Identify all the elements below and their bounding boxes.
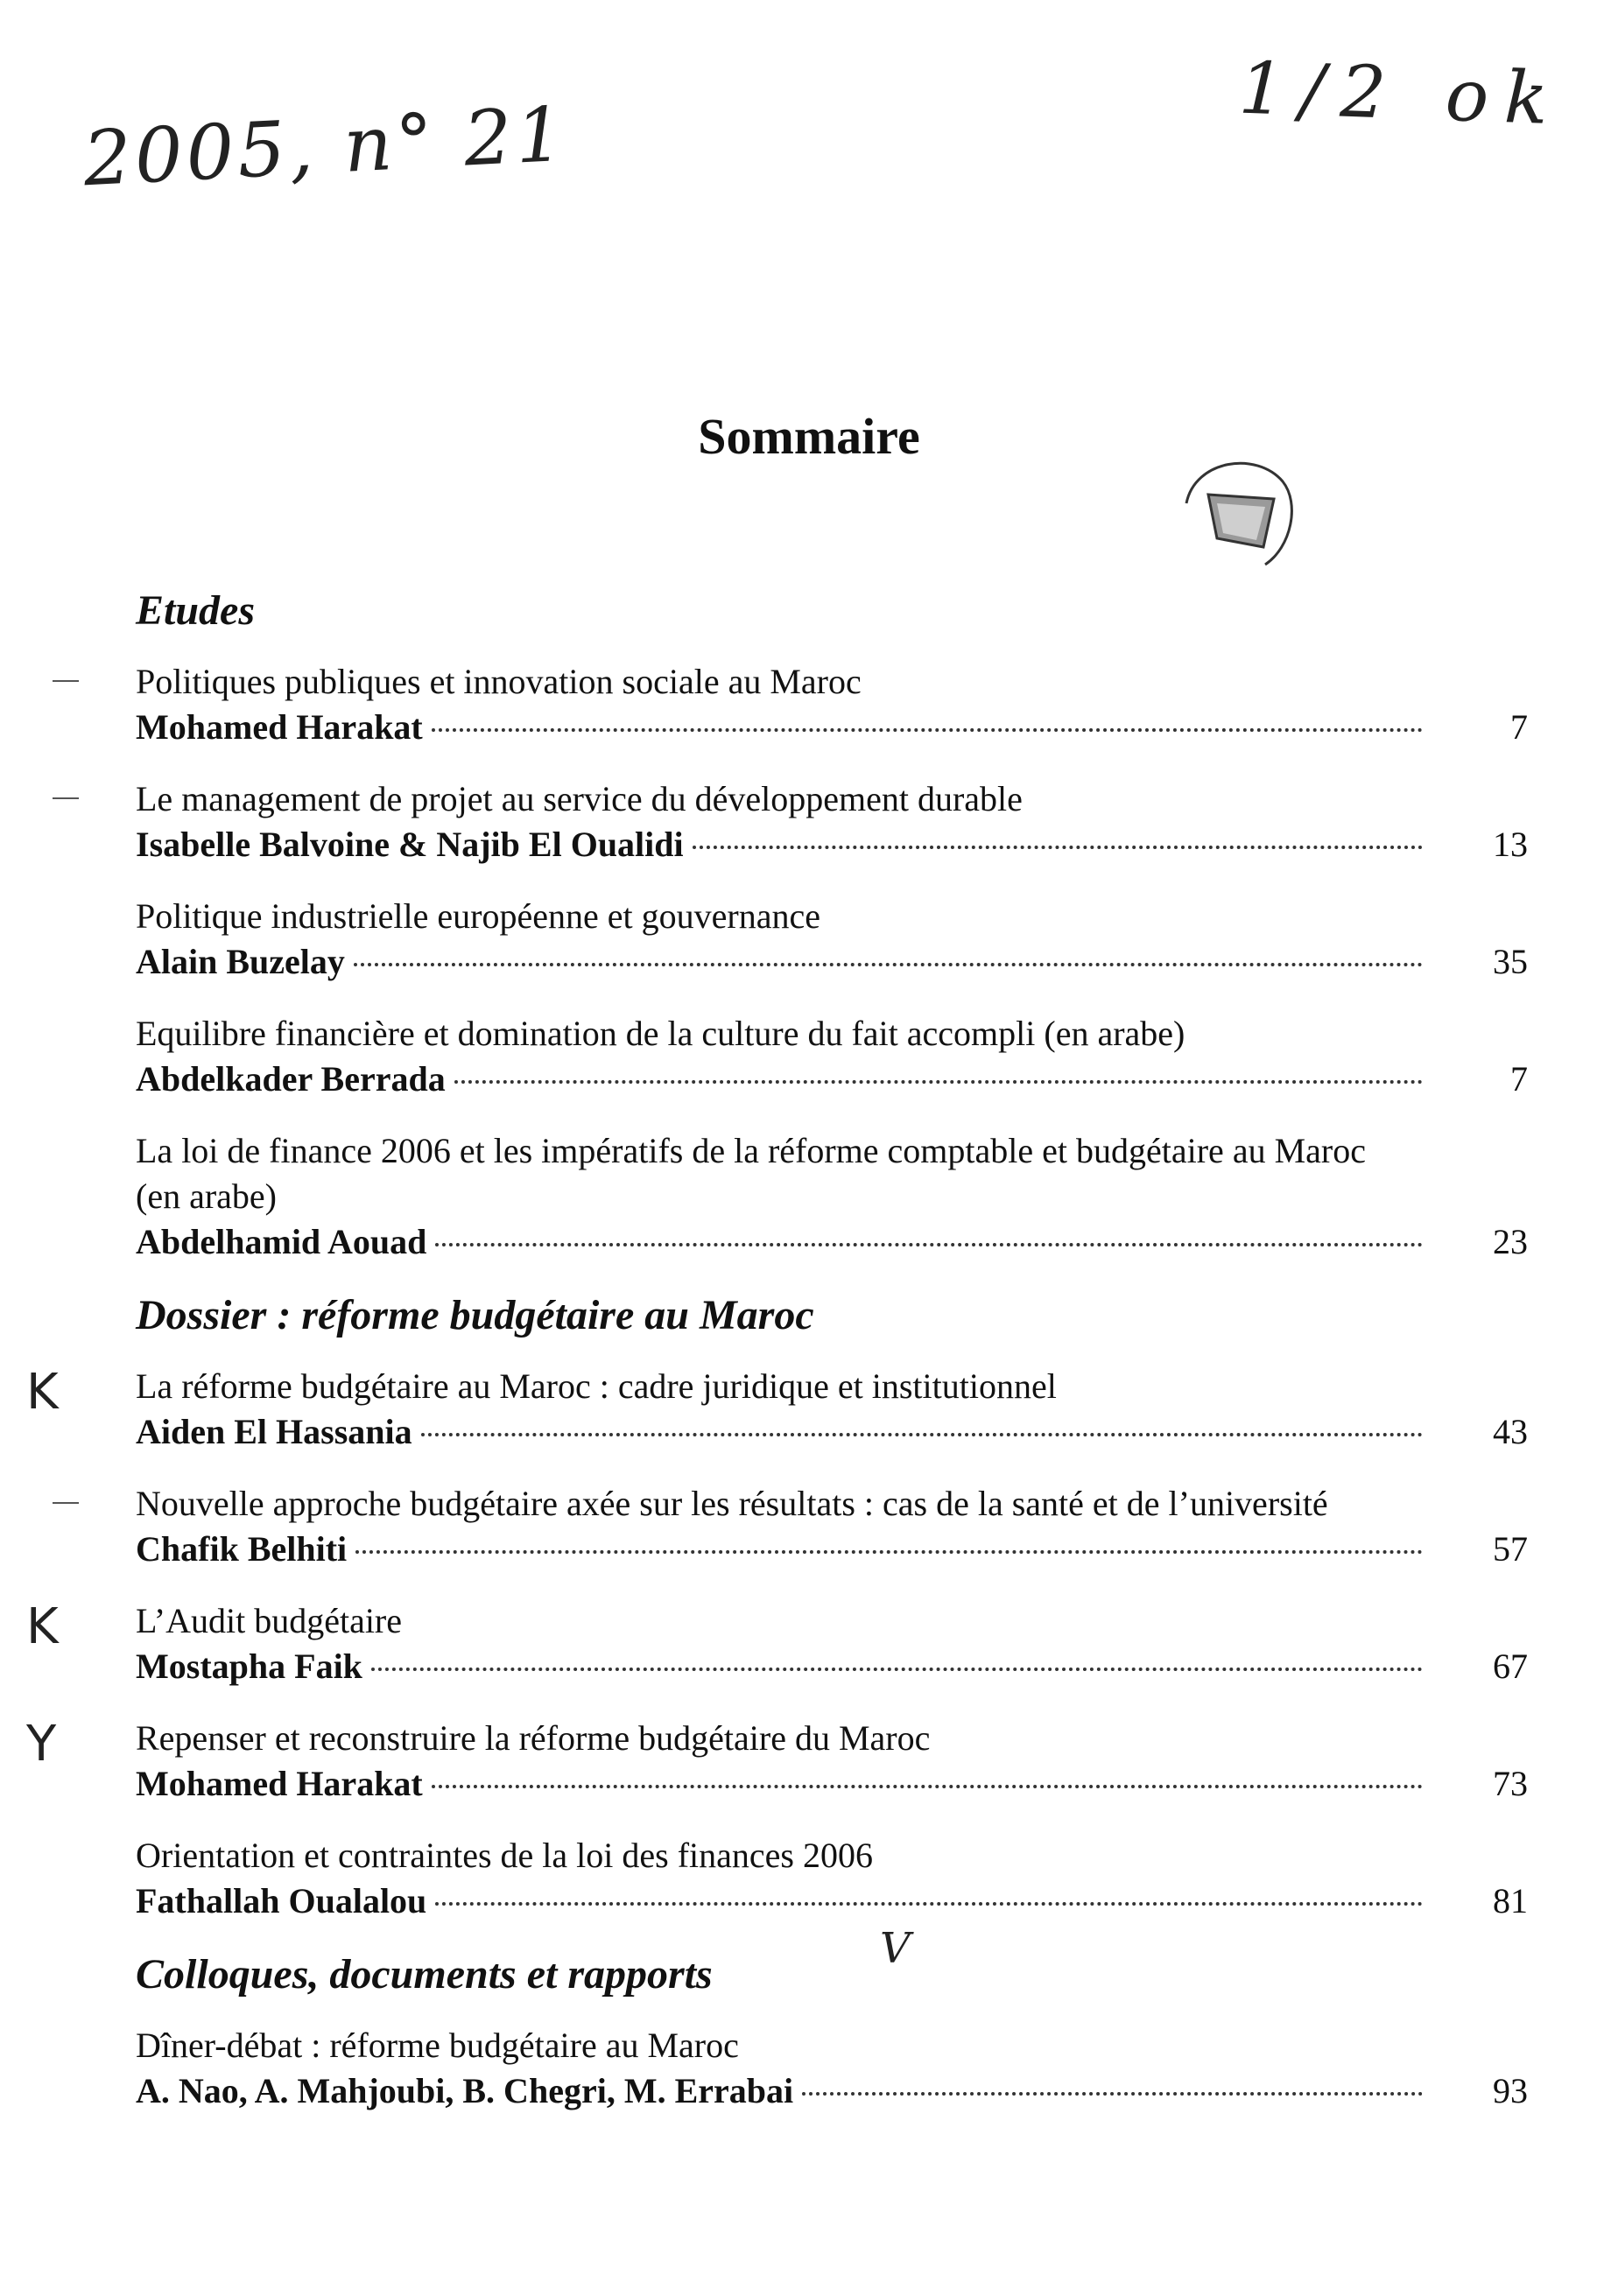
entry-title: Politiques publiques et innovation sociale au Maroc <box>136 662 862 701</box>
toc-entry <box>136 1833 1528 1973</box>
toc-entry <box>136 2023 1528 2114</box>
entry-title: Le management de projet au service du développement durable <box>136 779 1023 818</box>
entry-author-line <box>136 1878 1528 1924</box>
entry-author: A. Nao, A. Mahjoubi, B. Chegri, M. Errabai <box>136 2071 794 2110</box>
margin-mark: K <box>26 1364 59 1421</box>
entry-author: Fathallah Oualalou <box>136 1881 427 1920</box>
dot-leader <box>421 1433 1423 1436</box>
entry-author: Abdelhamid Aouad <box>136 1222 427 1261</box>
entry-title: Nouvelle approche budgétaire axée sur les résultats : cas de la santé et de l’université <box>136 1484 1328 1523</box>
toc-entry <box>136 776 1528 867</box>
section-title: Etudes <box>136 587 256 634</box>
margin-dash <box>53 1502 79 1504</box>
dot-leader <box>693 846 1423 849</box>
entry-author-line <box>136 1057 1528 1102</box>
handwritten-fraction: 1/2 <box>1237 46 1403 136</box>
entry-author-line <box>136 705 1528 750</box>
handwritten-check-mark: V <box>880 1924 911 1973</box>
entry-page-number: 23 <box>1493 1222 1528 1261</box>
dot-leader <box>371 1668 1423 1671</box>
entry-title: Repenser et reconstruire la réforme budgétaire du Maroc <box>136 1718 931 1758</box>
toc-entry <box>26 1716 1528 1807</box>
entry-title: Dîner-débat : réforme budgétaire au Maroc <box>136 2026 739 2065</box>
toc-section <box>26 1291 1528 1973</box>
entry-author-line <box>136 822 1528 867</box>
entry-page-number: 7 <box>1510 1059 1528 1099</box>
entry-author: Isabelle Balvoine & Najib El Oualidi <box>136 825 684 864</box>
entry-author: Mohamed Harakat <box>136 707 423 747</box>
table-of-contents <box>26 586 1528 2140</box>
entry-author: Mohamed Harakat <box>136 1764 423 1803</box>
entry-author: Chafik Belhiti <box>136 1529 348 1569</box>
margin-mark: K <box>26 1598 59 1655</box>
entry-title: Equilibre financière et domination de la culture du fait accompli (en arabe) <box>136 1014 1185 1053</box>
margin-dash <box>53 680 79 682</box>
entry-page-number: 43 <box>1493 1412 1528 1451</box>
entry-author-line <box>136 1761 1528 1807</box>
entry-author: Aiden El Hassania <box>136 1412 412 1451</box>
entry-author: Mostapha Faik <box>136 1647 362 1686</box>
margin-dash <box>53 797 79 799</box>
entry-author: Alain Buzelay <box>136 942 345 981</box>
library-stamp-icon <box>1160 433 1309 582</box>
handwritten-status-note <box>1237 47 1565 142</box>
toc-entry <box>26 1598 1528 1689</box>
entry-page-number: 73 <box>1493 1764 1528 1803</box>
toc-entry <box>136 659 1528 750</box>
entry-page-number: 67 <box>1493 1647 1528 1686</box>
entry-page-number: 7 <box>1510 707 1528 747</box>
dot-leader <box>802 2092 1423 2096</box>
toc-entry <box>136 1128 1528 1265</box>
dot-leader <box>355 1550 1423 1554</box>
entry-title: La loi de finance 2006 et les impératifs de la réforme comptable et budgétaire au Maroc (en arabe) <box>136 1131 1366 1216</box>
toc-entry <box>136 1011 1528 1102</box>
toc-section <box>136 586 1528 1265</box>
entry-author: Abdelkader Berrada <box>136 1059 446 1099</box>
margin-mark: Y <box>26 1716 57 1773</box>
dot-leader <box>354 963 1423 966</box>
toc-entry <box>136 1481 1528 1572</box>
toc-entry <box>26 1364 1528 1455</box>
dot-leader <box>435 1243 1423 1246</box>
dot-leader <box>435 1902 1423 1906</box>
toc-section <box>136 1950 1528 2114</box>
entry-author-line <box>136 1219 1528 1265</box>
entry-title: La réforme budgétaire au Maroc : cadre juridique et institutionnel <box>136 1366 1057 1406</box>
entry-page-number: 35 <box>1493 942 1528 981</box>
entry-author-line <box>136 1644 1528 1689</box>
entry-page-number: 57 <box>1493 1529 1528 1569</box>
entry-author-line <box>136 2068 1528 2114</box>
entry-title: Politique industrielle européenne et gouvernance <box>136 896 820 936</box>
handwritten-issue-note: 2005, n° 21 <box>81 90 569 204</box>
entry-page-number: 13 <box>1493 825 1528 864</box>
dot-leader <box>432 1785 1423 1788</box>
entry-author-line <box>136 1527 1528 1572</box>
toc-entry <box>136 894 1528 985</box>
page-title: Sommaire <box>698 408 920 465</box>
entry-author-line <box>136 939 1528 985</box>
entry-title: Orientation et contraintes de la loi des finances 2006 <box>136 1836 873 1875</box>
section-title: Dossier : réforme budgétaire au Maroc <box>136 1292 814 1338</box>
section-title: Colloques, documents et rapports <box>136 1951 713 1998</box>
entry-title: L’Audit budgétaire <box>136 1601 403 1640</box>
entry-page-number: 81 <box>1493 1881 1528 1920</box>
entry-author-line <box>136 1409 1528 1455</box>
dot-leader <box>454 1080 1423 1084</box>
handwritten-ok: ok <box>1444 53 1565 142</box>
dot-leader <box>432 728 1423 732</box>
entry-page-number: 93 <box>1493 2071 1528 2110</box>
